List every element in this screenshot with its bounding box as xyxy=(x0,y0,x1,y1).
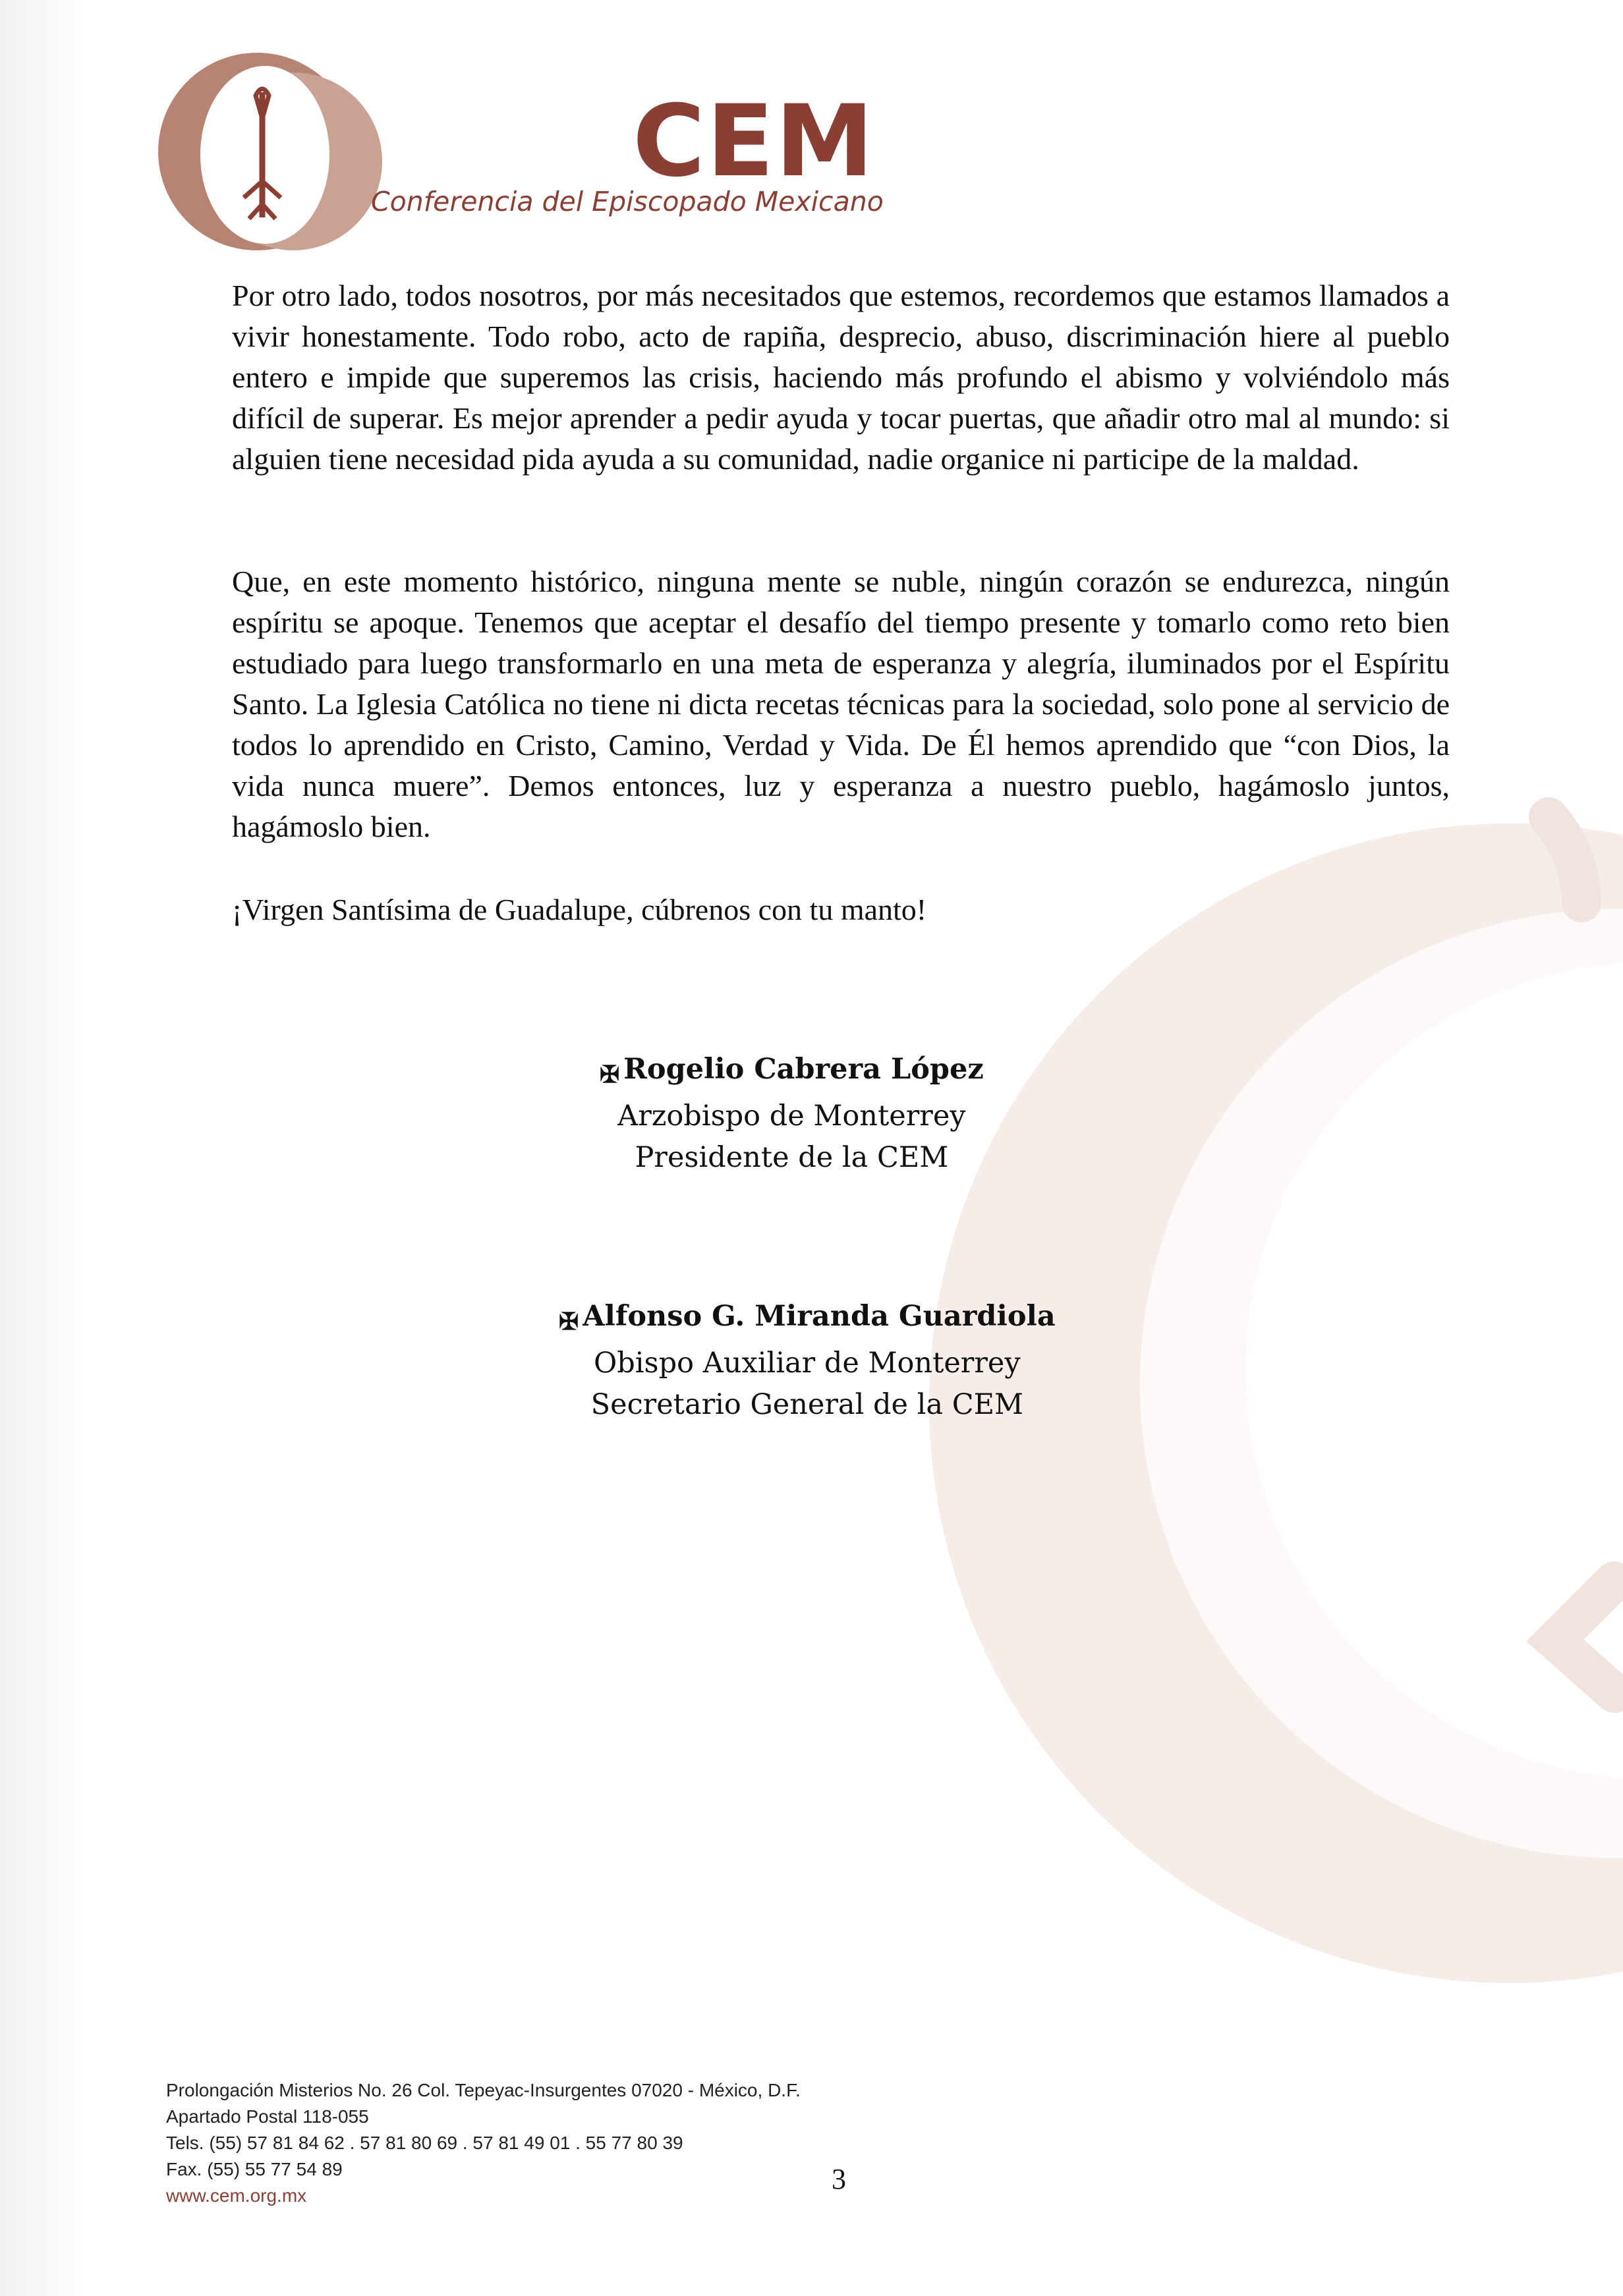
signer-name: Alfonso G. Miranda Guardiola xyxy=(583,1300,1056,1333)
brand-subtitle: Conferencia del Episcopado Mexicano xyxy=(371,186,884,217)
paragraph-1: Por otro lado, todos nosotros, por más necesitados que estemos, recordemos que estamos llamados a vivir honestamente. Todo robo, acto de rapiña, desprecio, abuso, discriminación hiere al pueblo entero e impide que superemos las crisis, haciendo más profundo el abismo y volviéndolo más difícil de superar. Es mejor aprender a pedir ayuda y tocar puertas, que añadir otro mal al mundo: si alguien tiene necesidad pida ayuda a su comunidad, nadie organice ni participe de la maldad. xyxy=(232,279,1450,476)
signature-name-line xyxy=(559,1296,1056,1343)
footer-fax: Fax. (55) 55 77 54 89 xyxy=(166,2159,343,2179)
paragraph-3: ¡Virgen Santísima de Guadalupe, cúbrenos con tu manto! xyxy=(232,893,927,926)
signer-role: Secretario General de la CEM xyxy=(590,1388,1024,1421)
signer-name: Rogelio Cabrera López xyxy=(623,1053,984,1086)
signature-block-1 xyxy=(600,1049,984,1179)
maltese-cross-icon: ✠ xyxy=(559,1308,579,1335)
footer-address: Prolongación Misterios No. 26 Col. Tepeyac-Insurgentes 07020 - México, D.F. xyxy=(166,2080,801,2100)
cem-logo-icon xyxy=(152,46,389,270)
signature-block-2 xyxy=(559,1296,1056,1426)
signer-title: Obispo Auxiliar de Monterrey xyxy=(594,1347,1021,1380)
paragraph-2: Que, en este momento histórico, ninguna mente se nuble, ningún corazón se endurezca, ningún espíritu se apoque. Tenemos que aceptar el desafío del tiempo presente y tomarlo como reto bien estudiado para luego transformarlo en una meta de esperanza y alegría, iluminados por el Espíritu Santo. La Iglesia Católica no tiene ni dicta recetas técnicas para la sociedad, solo pone al servicio de todos lo aprendido en Cristo, Camino, Verdad y Vida. De Él hemos aprendido que “con Dios, la vida nunca muere”. Demos entonces, luz y esperanza a nuestro pueblo, hagámoslo juntos, hagámoslo bien. xyxy=(232,565,1450,843)
footer-website-link[interactable]: www.cem.org.mx xyxy=(166,2185,307,2206)
signer-role: Presidente de la CEM xyxy=(635,1141,949,1174)
page-number: 3 xyxy=(832,2163,846,2195)
footer-phones: Tels. (55) 57 81 84 62 . 57 81 80 69 . 57 81 49 01 . 55 77 80 39 xyxy=(166,2133,683,2153)
signature-name-line xyxy=(600,1049,984,1096)
signer-title: Arzobispo de Monterrey xyxy=(617,1100,966,1133)
page-shade xyxy=(0,0,86,2296)
maltese-cross-icon: ✠ xyxy=(600,1061,620,1088)
footer-po-box: Apartado Postal 118-055 xyxy=(166,2106,369,2127)
footer-contact xyxy=(166,2077,801,2209)
brand-title: CEM xyxy=(633,84,875,199)
